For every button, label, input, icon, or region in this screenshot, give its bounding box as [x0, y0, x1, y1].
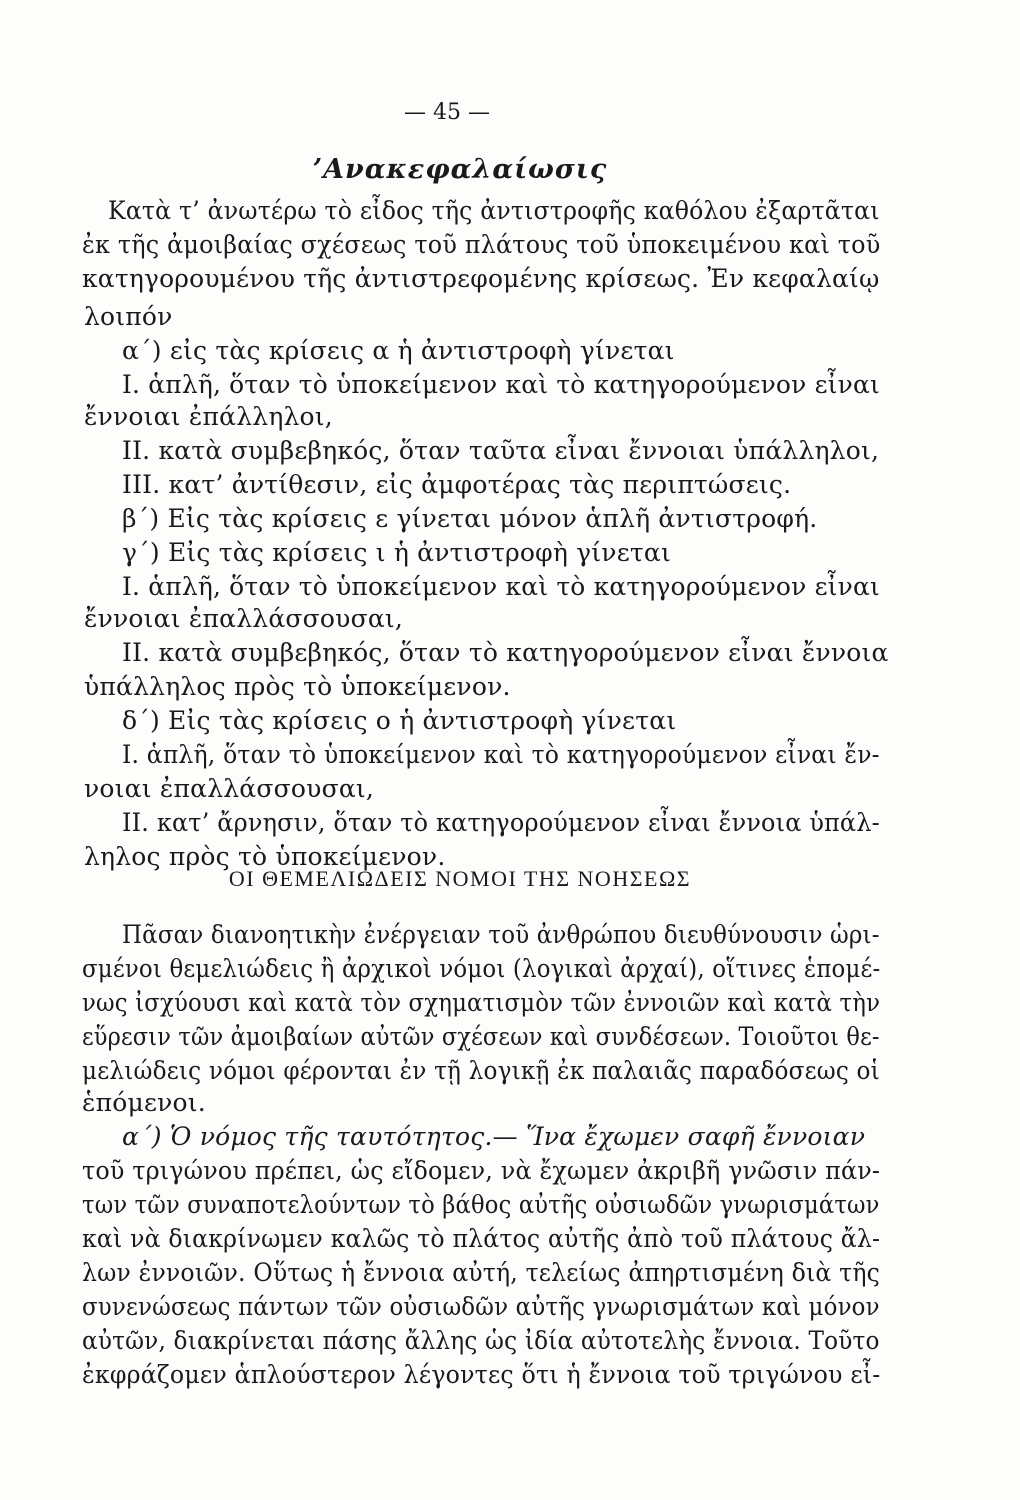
body-line: των τῶν συναποτελούντων τὸ βάθος αὐτῆς οὐσιωδῶν γνωρισμάτων [82, 1190, 880, 1219]
summary-line: ἐκ τῆς ἀμοιβαίας σχέσεως τοῦ πλάτους τοῦ ὑποκειμένου καὶ τοῦ [82, 230, 881, 259]
body-line: λων ἐννοιῶν. Οὕτως ἡ ἔννοια αὐτή, τελείως ἀπηρτισμένη διὰ τῆς [82, 1258, 880, 1287]
body-line: αὐτῶν, διακρίνεται πάσης ἄλλης ὡς ἰδία αὐτοτελὴς ἔννοια. Τοῦτο [82, 1326, 880, 1355]
summary-line: ΙΙΙ. κατ’ ἀντίθεσιν, εἰς ἀμφοτέρας τὰς περιπτώσεις. [122, 470, 792, 499]
summary-line: β΄) Εἰς τὰς κρίσεις ε γίνεται μόνον ἁπλῆ ἀντιστροφή. [122, 504, 818, 533]
body-line: σμένοι θεμελιώδεις ἢ ἀρχικοὶ νόμοι (λογικαὶ ἀρχαί), οἵτινες ἑπομέ- [82, 954, 881, 983]
summary-line: Κατὰ τ’ ἀνωτέρω τὸ εἶδος τῆς ἀντιστροφῆς καθόλου ἐξαρτᾶται [108, 196, 880, 225]
body-line: α΄) Ὁ νόμος τῆς ταυτότητος.— Ἵνα ἔχωμεν σαφῆ ἔννοιαν [122, 1122, 866, 1151]
summary-line: ὑπάλληλος πρὸς τὸ ὑποκείμενον. [84, 672, 511, 701]
body-line: εὕρεσιν τῶν ἀμοιβαίων αὐτῶν σχέσεων καὶ συνδέσεων. Τοιοῦτοι θε- [82, 1022, 880, 1051]
summary-line: δ΄) Εἰς τὰς κρίσεις ο ἡ ἀντιστροφὴ γίνεται [122, 706, 677, 735]
body-line: μελιώδεις νόμοι φέρονται ἐν τῇ λογικῇ ἐκ παλαιᾶς παραδόσεως οἱ [82, 1056, 880, 1085]
body-line: καὶ νὰ διακρίνωμεν καλῶς τὸ πλάτος αὐτῆς ἀπὸ τοῦ πλάτους ἄλ- [82, 1224, 881, 1253]
summary-line: κατηγορουμένου τῆς ἀντιστρεφομένης κρίσεως. Ἐν κεφαλαίῳ [82, 264, 880, 293]
body-line: τοῦ τριγώνου πρέπει, ὡς εἴδομεν, νὰ ἔχωμεν ἀκριβῆ γνῶσιν πάν- [82, 1156, 881, 1185]
summary-line: ΙΙ. κατὰ συμβεβηκός, ὅταν τὸ κατηγορούμενον εἶναι ἔννοια [122, 638, 889, 667]
summary-line: ΙΙ. κατὰ συμβεβηκός, ὅταν ταῦτα εἶναι ἔννοιαι ὑπάλληλοι, [122, 436, 880, 465]
body-line: Πᾶσαν διανοητικὴν ἐνέργειαν τοῦ ἀνθρώπου διευθύνουσιν ὡρι- [122, 920, 880, 949]
body-line: νως ἰσχύουσι καὶ κατὰ τὸν σχηματισμὸν τῶν ἐννοιῶν καὶ κατὰ τὴν [82, 988, 881, 1017]
body-line: ἐκφράζομεν ἁπλούστερον λέγοντες ὅτι ἡ ἔννοια τοῦ τριγώνου εἶ- [82, 1360, 881, 1389]
body-line: ἑπόμενοι. [82, 1088, 206, 1117]
summary-line: γ΄) Εἰς τὰς κρίσεις ι ἡ ἀντιστροφὴ γίνεται [122, 538, 671, 567]
summary-line: ἔννοιαι ἐπαλλάσσουσαι, [84, 604, 404, 633]
summary-line: ἔννοιαι ἐπάλληλοι, [84, 402, 333, 431]
summary-line: Ι. ἁπλῆ, ὅταν τὸ ὑποκείμενον καὶ τὸ κατηγορούμενον εἶναι [122, 370, 880, 399]
section-title: ΟΙ ΘΕΜΕΛΙΩΔΕΙΣ ΝΟΜΟΙ ΤΗΣ ΝΟΗΣΕΩΣ [228, 866, 692, 891]
summary-line: λοιπόν [84, 302, 173, 331]
summary-heading: ’Ανακεφαλαίωσις [312, 154, 608, 185]
summary-line: Ι. ἁπλῆ, ὅταν τὸ ὑποκείμενον καὶ τὸ κατηγορούμενον εἶναι ἔν- [122, 740, 880, 769]
body-line: συνενώσεως πάντων τῶν οὐσιωδῶν αὐτῆς γνωρισμάτων καὶ μόνον [82, 1292, 880, 1321]
page-number: — 45 — [404, 100, 490, 125]
summary-line: α΄) εἰς τὰς κρίσεις α ἡ ἀντιστροφὴ γίνεται [122, 336, 675, 365]
summary-line: ληλος πρὸς τὸ ὑποκείμενον. [84, 842, 446, 871]
summary-line: Ι. ἁπλῆ, ὅταν τὸ ὑποκείμενον καὶ τὸ κατηγορούμενον εἶναι [122, 572, 880, 601]
summary-line: ΙΙ. κατ’ ἄρνησιν, ὅταν τὸ κατηγορούμενον εἶναι ἔννοια ὑπάλ- [122, 808, 880, 837]
summary-line: νοιαι ἐπαλλάσσουσαι, [84, 774, 375, 803]
